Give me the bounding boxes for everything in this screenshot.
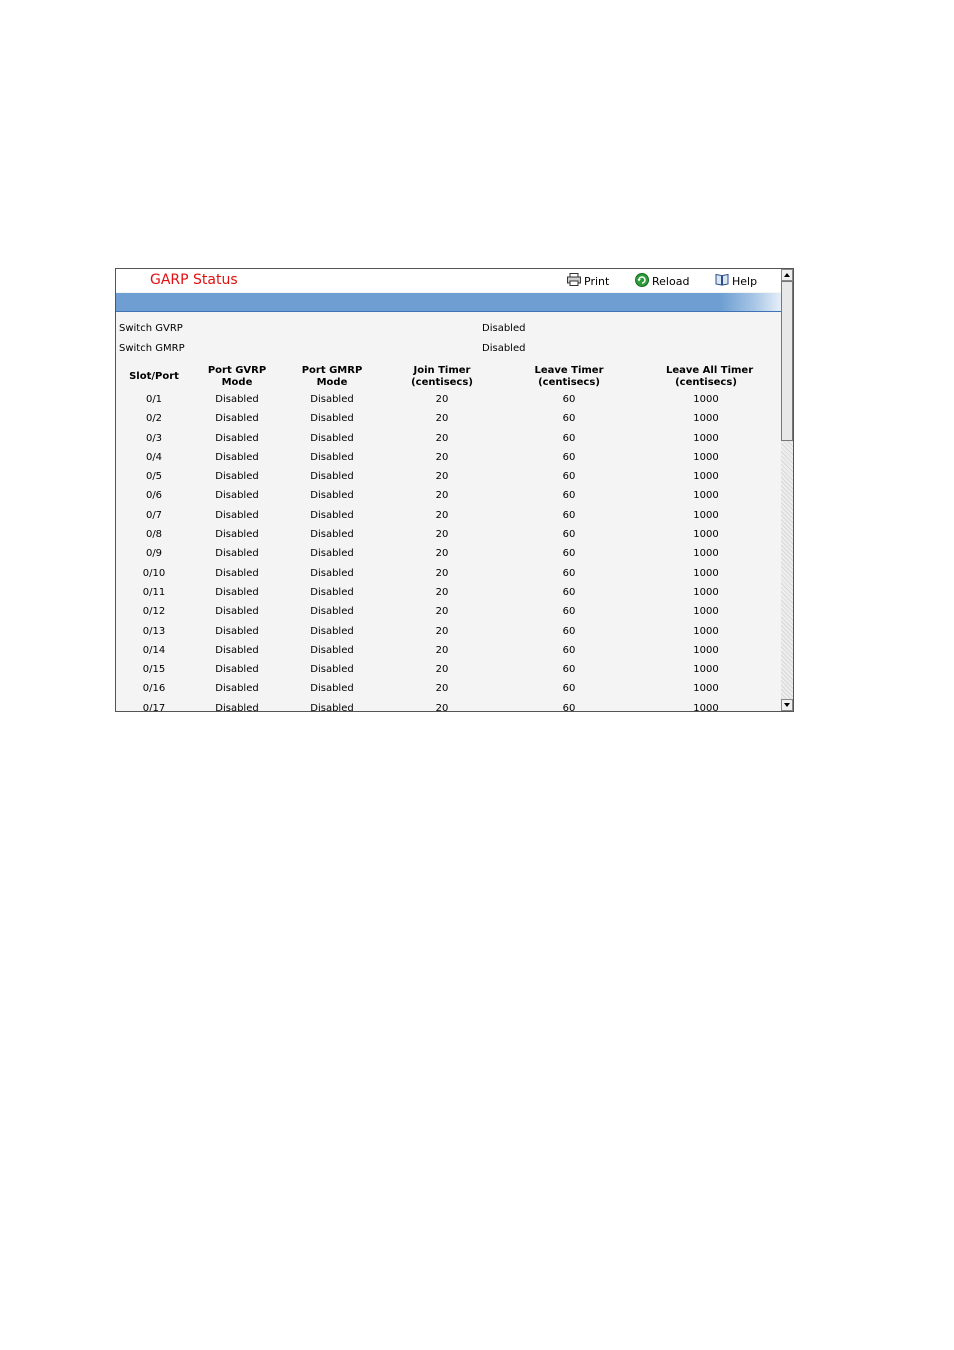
switch-gmrp-label: Switch GMRP <box>119 343 185 354</box>
cell-slot-port: 0/7 <box>145 509 163 521</box>
print-label: Print <box>584 274 610 288</box>
help-button[interactable] <box>715 273 757 289</box>
cell-slot-port: 0/11 <box>142 586 166 598</box>
scroll-up-button[interactable] <box>781 269 793 281</box>
cell-slot-port: 0/14 <box>142 644 166 656</box>
vertical-scrollbar[interactable] <box>781 269 793 711</box>
cell-port-gmrp-mode: Disabled <box>310 548 354 560</box>
cell-port-gmrp-mode: Disabled <box>310 644 354 656</box>
cell-leave-timer: 60 <box>562 548 576 560</box>
help-book-icon <box>715 273 729 289</box>
header-leave-all-timer: Leave All Timer (centisecs) <box>666 365 754 388</box>
garp-status-window <box>115 268 794 712</box>
cell-slot-port: 0/13 <box>142 625 166 637</box>
cell-port-gvrp-mode: Disabled <box>215 702 259 711</box>
arrow-down-icon <box>784 703 790 707</box>
cell-join-timer: 20 <box>435 625 449 637</box>
cell-port-gvrp-mode: Disabled <box>215 548 259 560</box>
reload-button[interactable] <box>635 273 689 290</box>
cell-port-gvrp-mode: Disabled <box>215 394 259 405</box>
cell-leave-all-timer: 1000 <box>693 625 719 637</box>
cell-leave-all-timer: 1000 <box>693 664 719 676</box>
cell-port-gmrp-mode: Disabled <box>310 432 354 444</box>
table-row <box>116 430 781 449</box>
cell-port-gmrp-mode: Disabled <box>310 509 354 521</box>
cell-leave-all-timer: 1000 <box>693 548 719 560</box>
cell-slot-port: 0/4 <box>145 451 163 463</box>
cell-join-timer: 20 <box>435 683 449 695</box>
print-button[interactable] <box>567 273 609 289</box>
cell-slot-port: 0/15 <box>142 664 166 676</box>
cell-port-gmrp-mode: Disabled <box>310 664 354 676</box>
cell-leave-all-timer: 1000 <box>693 471 719 483</box>
cell-slot-port: 0/5 <box>145 471 163 483</box>
cell-leave-all-timer: 1000 <box>693 451 719 463</box>
cell-leave-timer: 60 <box>562 490 576 502</box>
cell-slot-port: 0/17 <box>142 702 166 711</box>
cell-join-timer: 20 <box>435 548 449 560</box>
cell-leave-timer: 60 <box>562 471 576 483</box>
cell-leave-timer: 60 <box>562 586 576 598</box>
cell-leave-timer: 60 <box>562 509 576 521</box>
cell-port-gmrp-mode: Disabled <box>310 529 354 541</box>
table-row <box>116 584 781 603</box>
cell-leave-all-timer: 1000 <box>693 567 719 579</box>
cell-leave-all-timer: 1000 <box>693 586 719 598</box>
cell-port-gmrp-mode: Disabled <box>310 683 354 695</box>
cell-leave-timer: 60 <box>562 664 576 676</box>
cell-join-timer: 20 <box>435 432 449 444</box>
cell-slot-port: 0/3 <box>145 432 163 444</box>
cell-leave-timer: 60 <box>562 644 576 656</box>
cell-join-timer: 20 <box>435 451 449 463</box>
cell-port-gmrp-mode: Disabled <box>310 606 354 618</box>
cell-join-timer: 20 <box>435 394 449 405</box>
reload-label: Reload <box>652 275 690 288</box>
switch-gvrp-label: Switch GVRP <box>119 323 183 334</box>
help-label: Help <box>732 274 758 288</box>
table-row <box>116 526 781 545</box>
cell-port-gvrp-mode: Disabled <box>215 606 259 618</box>
cell-port-gvrp-mode: Disabled <box>215 644 259 656</box>
cell-join-timer: 20 <box>435 509 449 521</box>
cell-join-timer: 20 <box>435 664 449 676</box>
cell-leave-timer: 60 <box>562 567 576 579</box>
table-row <box>116 623 781 642</box>
cell-port-gvrp-mode: Disabled <box>215 413 259 425</box>
header-join-timer: Join Timer (centisecs) <box>411 365 473 388</box>
cell-leave-timer: 60 <box>562 413 576 425</box>
cell-slot-port: 0/8 <box>145 529 163 541</box>
cell-slot-port: 0/16 <box>142 683 166 695</box>
table-row <box>116 410 781 429</box>
cell-leave-timer: 60 <box>562 702 576 711</box>
cell-port-gvrp-mode: Disabled <box>215 567 259 579</box>
cell-port-gvrp-mode: Disabled <box>215 432 259 444</box>
table-row <box>116 700 781 711</box>
cell-join-timer: 20 <box>435 471 449 483</box>
cell-leave-all-timer: 1000 <box>693 394 719 405</box>
printer-icon <box>567 273 581 289</box>
cell-join-timer: 20 <box>435 702 449 711</box>
cell-slot-port: 0/9 <box>145 548 163 560</box>
header-slot-port: Slot/Port <box>129 371 179 382</box>
cell-port-gvrp-mode: Disabled <box>215 586 259 598</box>
cell-join-timer: 20 <box>435 606 449 618</box>
cell-leave-timer: 60 <box>562 683 576 695</box>
reload-icon <box>635 273 649 290</box>
cell-port-gmrp-mode: Disabled <box>310 567 354 579</box>
content-area <box>116 269 781 711</box>
table-row <box>116 449 781 468</box>
cell-join-timer: 20 <box>435 529 449 541</box>
garp-status-table <box>116 391 781 711</box>
switch-gvrp-value: Disabled <box>482 323 526 334</box>
cell-port-gmrp-mode: Disabled <box>310 586 354 598</box>
cell-leave-all-timer: 1000 <box>693 606 719 618</box>
table-row <box>116 487 781 506</box>
scrollbar-thumb[interactable] <box>781 281 793 441</box>
table-row <box>116 642 781 661</box>
cell-port-gmrp-mode: Disabled <box>310 490 354 502</box>
cell-join-timer: 20 <box>435 490 449 502</box>
cell-slot-port: 0/1 <box>145 394 163 405</box>
cell-port-gvrp-mode: Disabled <box>215 471 259 483</box>
cell-port-gmrp-mode: Disabled <box>310 471 354 483</box>
cell-join-timer: 20 <box>435 567 449 579</box>
cell-leave-timer: 60 <box>562 394 576 405</box>
header-port-gvrp-mode: Port GVRP Mode <box>207 365 267 388</box>
cell-leave-all-timer: 1000 <box>693 529 719 541</box>
cell-slot-port: 0/10 <box>142 567 166 579</box>
table-row <box>116 468 781 487</box>
cell-port-gvrp-mode: Disabled <box>215 529 259 541</box>
arrow-up-icon <box>784 273 790 277</box>
cell-port-gmrp-mode: Disabled <box>310 702 354 711</box>
header-port-gmrp-mode: Port GMRP Mode <box>301 365 363 388</box>
cell-leave-timer: 60 <box>562 451 576 463</box>
cell-port-gvrp-mode: Disabled <box>215 509 259 521</box>
cell-port-gmrp-mode: Disabled <box>310 394 354 405</box>
cell-join-timer: 20 <box>435 644 449 656</box>
page-title: GARP Status <box>150 272 238 288</box>
table-row <box>116 565 781 584</box>
section-header-bar <box>116 293 781 312</box>
cell-port-gmrp-mode: Disabled <box>310 451 354 463</box>
table-row <box>116 603 781 622</box>
cell-leave-timer: 60 <box>562 625 576 637</box>
cell-leave-all-timer: 1000 <box>693 432 719 444</box>
cell-leave-all-timer: 1000 <box>693 683 719 695</box>
cell-port-gvrp-mode: Disabled <box>215 683 259 695</box>
cell-port-gvrp-mode: Disabled <box>215 625 259 637</box>
cell-port-gvrp-mode: Disabled <box>215 664 259 676</box>
cell-port-gvrp-mode: Disabled <box>215 451 259 463</box>
cell-leave-timer: 60 <box>562 529 576 541</box>
cell-port-gmrp-mode: Disabled <box>310 413 354 425</box>
cell-leave-all-timer: 1000 <box>693 413 719 425</box>
cell-slot-port: 0/2 <box>145 413 163 425</box>
table-row <box>116 545 781 564</box>
cell-port-gvrp-mode: Disabled <box>215 490 259 502</box>
cell-join-timer: 20 <box>435 586 449 598</box>
cell-leave-all-timer: 1000 <box>693 509 719 521</box>
cell-leave-all-timer: 1000 <box>693 644 719 656</box>
cell-leave-timer: 60 <box>562 606 576 618</box>
scroll-down-button[interactable] <box>781 699 793 711</box>
cell-port-gmrp-mode: Disabled <box>310 625 354 637</box>
switch-gmrp-value: Disabled <box>482 343 526 354</box>
table-row <box>116 507 781 526</box>
table-row <box>116 661 781 680</box>
cell-join-timer: 20 <box>435 413 449 425</box>
table-row <box>116 680 781 699</box>
cell-leave-all-timer: 1000 <box>693 702 719 711</box>
cell-slot-port: 0/6 <box>145 490 163 502</box>
cell-leave-timer: 60 <box>562 432 576 444</box>
table-row <box>116 391 781 410</box>
cell-slot-port: 0/12 <box>142 606 166 618</box>
header-leave-timer: Leave Timer (centisecs) <box>534 365 604 388</box>
cell-leave-all-timer: 1000 <box>693 490 719 502</box>
title-bar <box>116 269 781 292</box>
